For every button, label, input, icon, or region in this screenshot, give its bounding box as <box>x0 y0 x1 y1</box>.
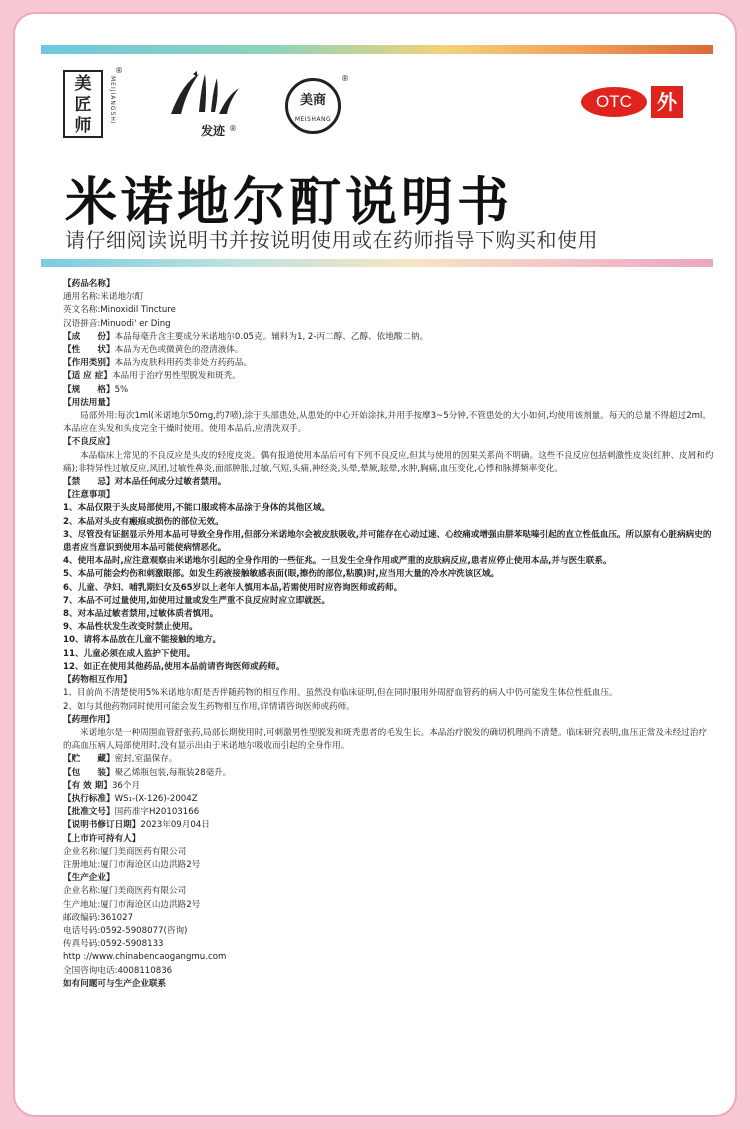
caution-item: 9、本品性状发生改变时禁止使用。 <box>63 622 198 633</box>
leaflet-card <box>13 12 737 1117</box>
top-color-stripe <box>41 45 713 54</box>
section-heading: 【不良反应】 <box>63 437 115 448</box>
caution-item: 7、本品不可过量使用,如使用过量或发生严重不良反应时应立即就医。 <box>63 595 331 606</box>
english-name: 英文名称:Minoxidil Tincture <box>63 305 176 316</box>
registered-mark: ® <box>115 66 123 75</box>
usage-text: 局部外用:每次1ml(米诺地尔50mg,约7喷),涂于头部患处,从患处的中心开始涂抹,并用手按摩3~5分钟,不管患处的大小如何,均使用该剂量。每天的总量不得超过2ml。本品应在头发和头皮完全干燥时使用。使用本品后,应清洗双手。 <box>63 411 712 435</box>
composition-row: 【成 份】本品每毫升含主要成分米诺地尔0.05克。辅料为1, 2-丙二醇、乙醇、依地酸二钠。 <box>63 331 429 342</box>
page-title: 米诺地尔酊说明书 <box>65 173 514 233</box>
section-heading: 【用法用量】 <box>63 397 115 408</box>
adverse-text: 本品临床上常见的不良反应是头皮的轻度皮炎。偶有报道使用本品后可有下列不良反应,但其与使用的因果关系尚不明确。这些不良反应包括刺激性皮炎(红肿、皮屑和灼痛);非特异性过敏反应,风团,过敏性鼻炎,面部肿胀,过敏,气短,头痛,神经炎,头晕,晕厥,眩晕,水肿,胸痛,血压变化,心悸和脉搏频率变化。 <box>63 450 714 474</box>
standard-row: 【执行标准】WS₁-(X-126)-2004Z <box>63 793 198 804</box>
caution-item: 4、使用本品时,应注意观察由米诺地尔引起的全身作用的一些征兆。一旦发生全身作用或严重的皮肤病反应,患者应停止使用本品,并与医生联系。 <box>63 556 612 567</box>
meijiangshi-logo: 美 匠 师 <box>63 70 103 138</box>
caution-item: 5、本品可能会灼伤和刺激眼部。如发生药液接触敏感表面(眼,擦伤的部位,粘膜)时,应当用大量的冷水冲洗该区域。 <box>63 569 500 580</box>
pharm-text: 米诺地尔是一种周围血管舒张药,局部长期使用时,可刺激男性型脱发和斑秃患者的毛发生长。本品治疗脱发的确切机理尚不清楚。临床研究表明,血压正常及未经过治疗的高血压病人局部使用时,没有显示出由于米诺地尔吸收而引起的全身作用。 <box>63 727 707 752</box>
maker-name: 企业名称:厦门美商医药有限公司 <box>63 886 187 897</box>
section-heading: 【上市许可持有人】 <box>63 833 141 844</box>
section-heading: 【生产企业】 <box>63 873 115 884</box>
pinyin-name: 汉语拼音:Minuodi' er Ding <box>63 318 171 329</box>
validity-row: 【有 效 期】36个月 <box>63 780 141 791</box>
package-row: 【包 装】聚乙烯瓶包装,每瓶装28毫升。 <box>63 767 232 778</box>
interaction-item: 1、目前尚不清楚使用5%米诺地尔酊是否伴随药物的相互作用。虽然没有临床证明,但在同时服用外周舒血管药的病人中仍可能发生体位性低血压。 <box>63 688 618 699</box>
meishang-logo-sub: MEISHANG <box>294 116 332 123</box>
phone: 电话号码:0592-5908077(咨询) <box>63 925 188 936</box>
website: http ://www.chinabencaogangmu.com <box>63 952 227 963</box>
meishang-logo-glyph: 美商 <box>299 93 326 108</box>
otc-badge: OTC <box>581 87 647 117</box>
maker-address: 生产地址:厦门市海沧区山边洪路2号 <box>63 899 201 910</box>
divider-stripe <box>41 259 713 267</box>
generic-name: 通用名称:米诺地尔酊 <box>63 292 144 303</box>
approval-row: 【批准文号】国药准字H20103166 <box>63 807 200 818</box>
appearance-row: 【性 状】本品为无色或微黄色的澄清液体。 <box>63 345 244 356</box>
meijiangshi-logo-pinyin: MEIJIANGSHI <box>109 76 116 125</box>
caution-item: 12、如正在使用其他药品,使用本品前请咨询医师或药师。 <box>63 661 285 672</box>
caution-item: 8、对本品过敏者禁用,过敏体质者慎用。 <box>63 609 219 620</box>
holder-name: 企业名称:厦门美商医药有限公司 <box>63 846 187 857</box>
section-heading: 【药物相互作用】 <box>63 675 132 686</box>
external-use-badge: 外 <box>651 86 683 118</box>
contra-row: 【禁 忌】对本品任何成分过敏者禁用。 <box>63 477 227 488</box>
footer-note: 如有问题可与生产企业联系 <box>63 978 167 989</box>
fax: 传真号码:0592-5908133 <box>63 939 164 950</box>
caution-item: 3、尽管没有证据显示外用本品可导致全身作用,但部分米诺地尔会被皮肤吸收,并可能存在心动过速、心绞痛或增强由肼苯哒嗪引起的直立性低血压。所以原有心脏病病史的患者应当意识到使用本品可能使病情恶化。 <box>63 529 712 554</box>
caution-item: 2、本品对头皮有瘢痕或损伤的部位无效。 <box>63 516 224 527</box>
hair-strands-icon <box>163 68 243 124</box>
section-heading: 【药品名称】 <box>63 279 115 289</box>
storage-row: 【贮 藏】密封,室温保存。 <box>63 754 178 765</box>
section-heading: 【注意事项】 <box>63 490 115 501</box>
meishang-logo <box>285 78 341 134</box>
caution-item: 6、儿童、孕妇、哺乳期妇女及65岁以上老年人慎用本品,若需使用时应咨询医师或药师。 <box>63 582 403 593</box>
revision-row: 【说明书修订日期】2023年09月04日 <box>63 820 210 831</box>
caution-item: 11、儿童必须在成人监护下使用。 <box>63 648 196 659</box>
leaflet-body <box>63 278 715 991</box>
postcode: 邮政编码:361027 <box>63 912 134 923</box>
caution-item: 10、请将本品放在儿童不能接触的地方。 <box>63 635 222 646</box>
caution-item: 1、本品仅限于头皮局部使用,不能口服或将本品涂于身体的其他区域。 <box>63 503 331 514</box>
interaction-item: 2、如与其他药物同时使用可能会发生药物相互作用,详情请咨询医师或药师。 <box>63 701 355 712</box>
page-subtitle: 请仔细阅读说明书并按说明使用或在药师指导下购买和使用 <box>65 228 598 252</box>
holder-address: 注册地址:厦门市海沧区山边洪路2号 <box>63 859 201 870</box>
registered-mark: ® <box>229 124 237 133</box>
registered-mark: ® <box>341 74 349 83</box>
category-row: 【作用类别】本品为皮肤科用药类非处方药药品。 <box>63 358 253 369</box>
spec-row: 【规 格】5% <box>63 384 129 395</box>
faji-logo-text: 发迹 <box>200 124 225 138</box>
section-heading: 【药理作用】 <box>63 714 115 725</box>
hotline: 全国咨询电话:4008110836 <box>63 965 173 976</box>
indication-row: 【适 应 症】本品用于治疗男性型脱发和斑秃。 <box>63 371 241 382</box>
